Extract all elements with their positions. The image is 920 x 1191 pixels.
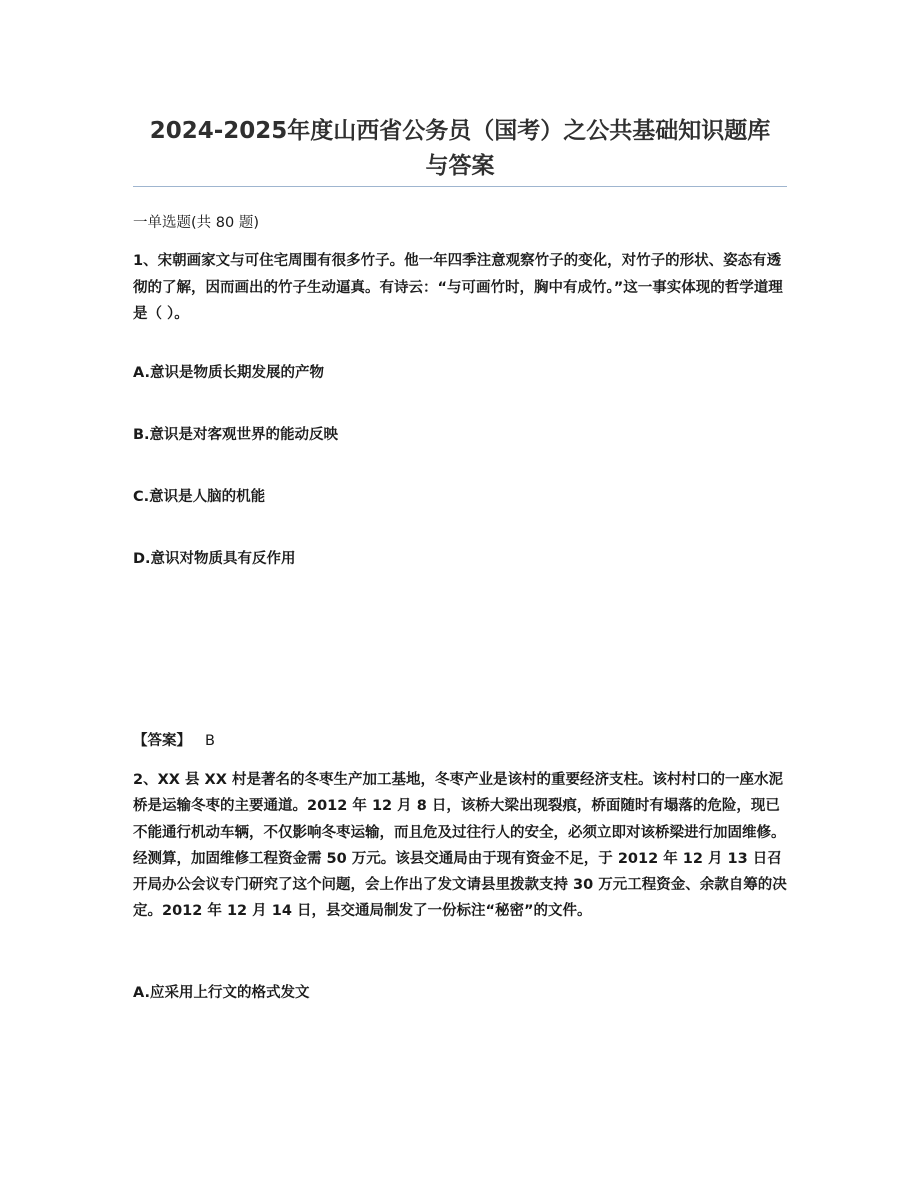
title-divider (133, 186, 787, 187)
document-title-line-1: 2024-2025年度山西省公务员（国考）之公共基础知识题库 (149, 118, 771, 144)
question-1-stem: 1、宋朝画家文与可住宅周围有很多竹子。他一年四季注意观察竹子的变化，对竹子的形状、姿态有透彻的了解，因而画出的竹子生动逼真。有诗云：“与可画竹时，胸中有成竹。”这一事实体现的哲学道理是（ ）。 (133, 253, 783, 322)
document-title-line-2: 与答案 (425, 153, 495, 179)
question-2-stem: 2、XX 县 XX 村是著名的冬枣生产加工基地，冬枣产业是该村的重要经济支柱。该村村口的一座水泥桥是运输冬枣的主要通道。2012 年 12 月 8 日，该桥大梁出现裂痕，桥面随时有塌落的危险，现已不能通行机动车辆，不仅影响冬枣运输，而且危及过往行人的安全，必须立即对该桥梁进行加固维修。经测算，加固维修工程资金需 50 万元。该县交通局由于现有资金不足，于 2012 年 12 月 13 日召开局办公会议专门研究了这个问题，会上作出了发文请县里拨款支持 30 万元工程资金、余款自筹的决定。2012 年 12 月 14 日，县交通局制发了一份标注“秘密”的文件。 (133, 772, 787, 920)
question-1-option-d: D.意识对物质具有反作用 (133, 551, 296, 567)
answer-label: 【答案】 (133, 733, 191, 749)
question-1-option-a: A.意识是物质长期发展的产物 (133, 365, 324, 381)
question-1-option-c: C.意识是人脑的机能 (133, 489, 266, 505)
answer-value: B (205, 733, 215, 749)
section-heading: 一单选题(共 80 题) (133, 215, 259, 231)
question-1-answer (133, 727, 793, 755)
question-1-option-b: B.意识是对客观世界的能动反映 (133, 427, 339, 443)
question-2-option-a: A.应采用上行文的格式发文 (133, 985, 310, 1001)
